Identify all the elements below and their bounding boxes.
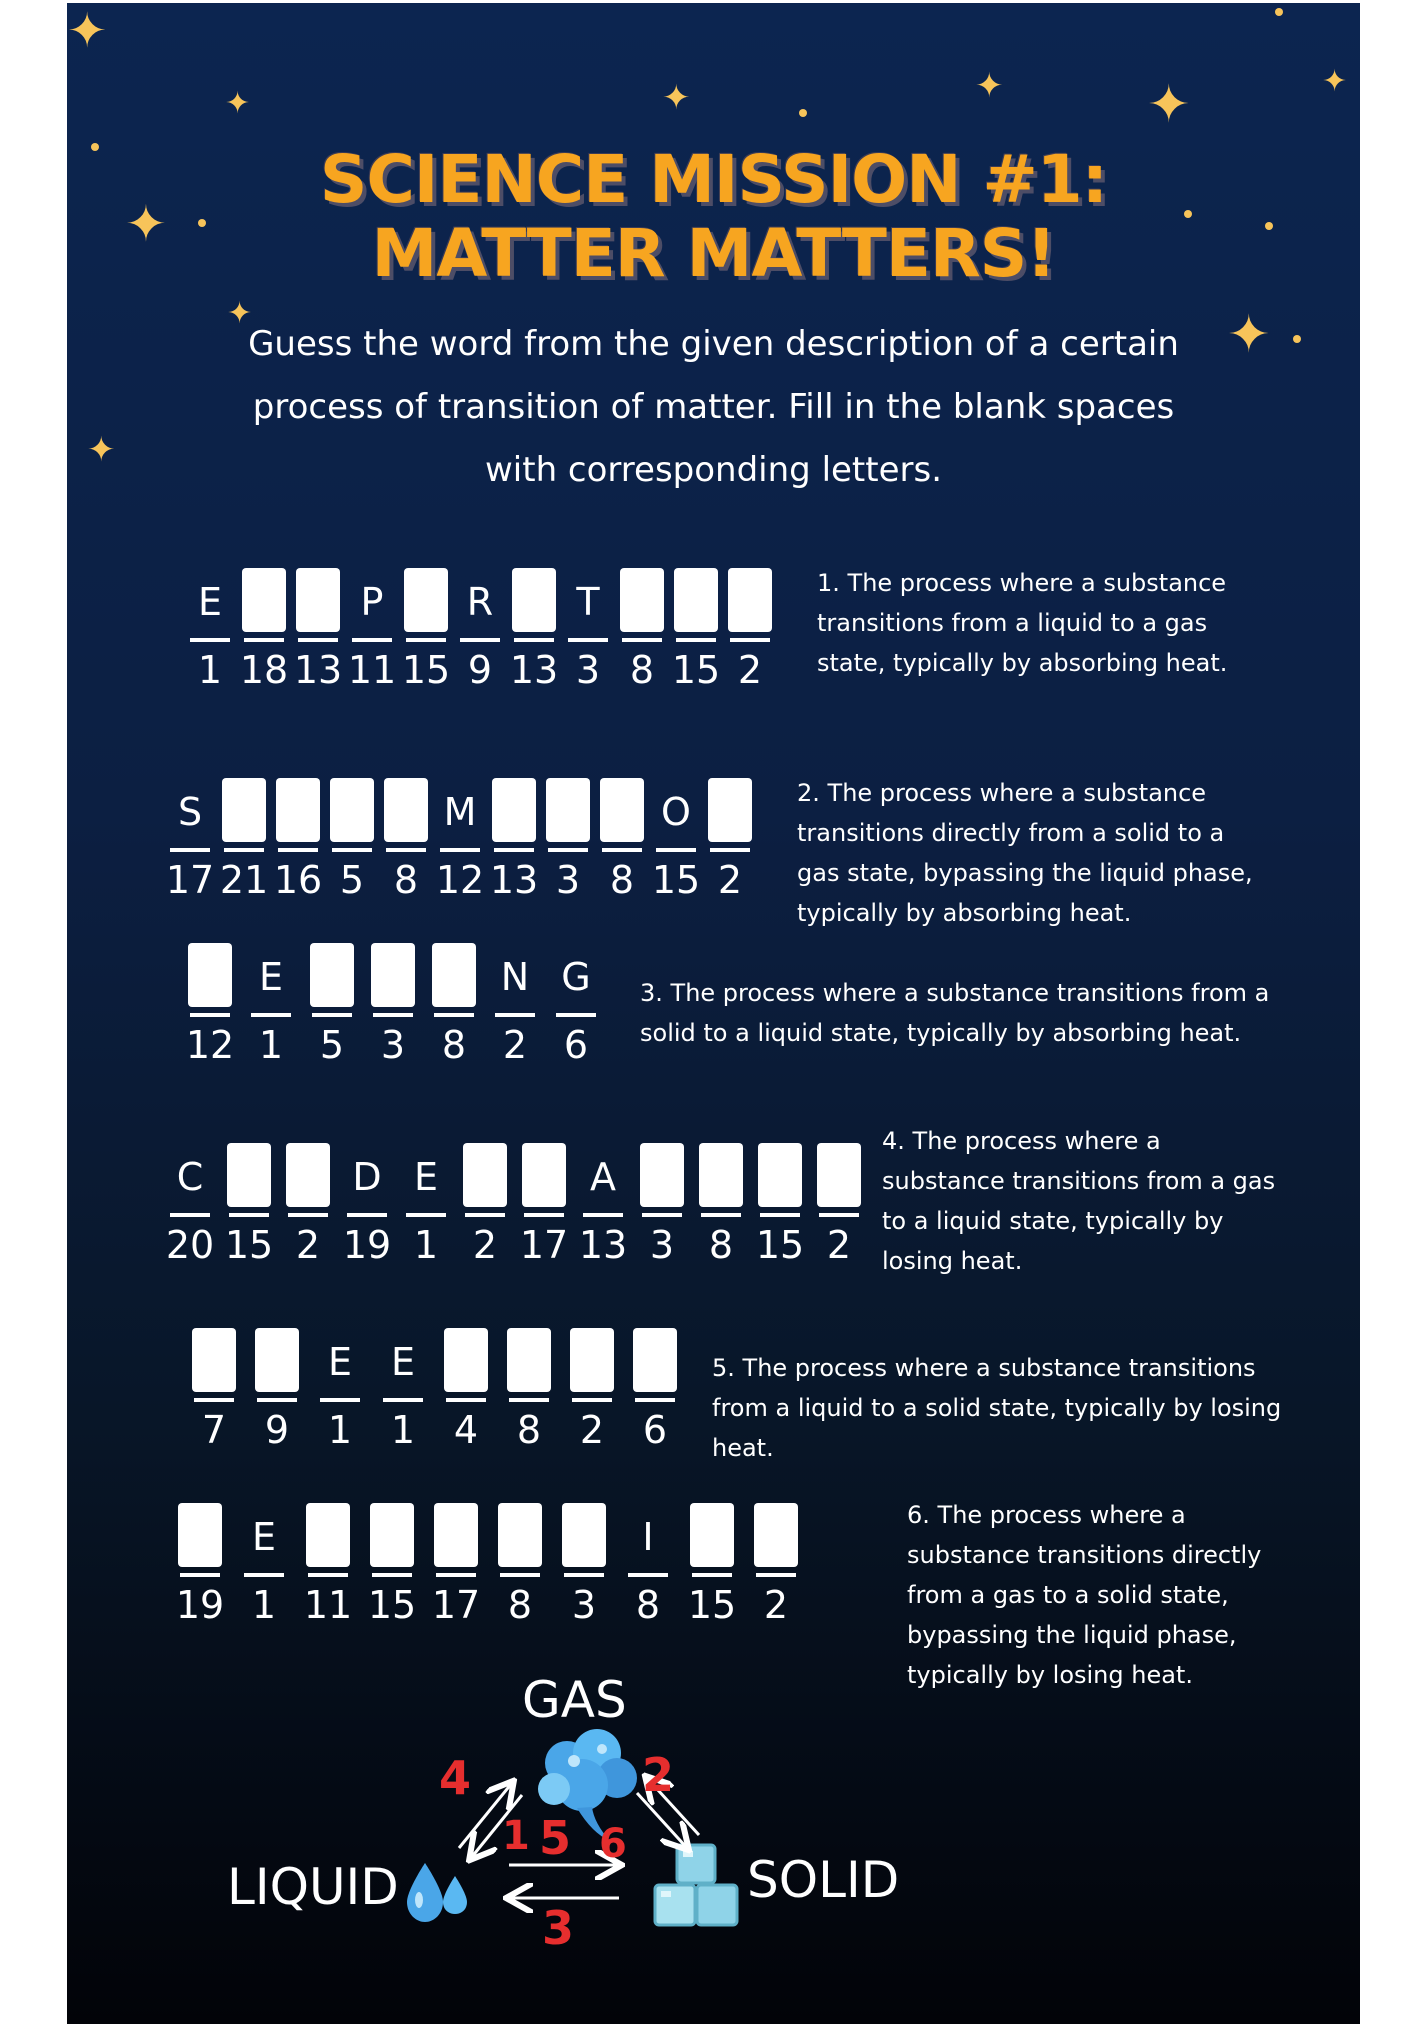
cell-number: 8 <box>507 1583 533 1627</box>
cell-number: 3 <box>571 1583 597 1627</box>
cell-number: 15 <box>755 1223 805 1267</box>
puzzle-3-description: 3. The process where a substance transitions from a solid to a liquid state, typically by absorbing heat. <box>640 979 1270 1047</box>
cell-number: 1 <box>197 648 223 692</box>
cell-number: 2 <box>295 1223 321 1267</box>
puzzle-2-description: 2. The process where a substance transitions directly from a solid to a gas state, bypassing the liquid phase, typically by absorbing heat. <box>797 779 1253 927</box>
cell-number: 16 <box>273 858 323 902</box>
cell-number: 7 <box>201 1408 227 1452</box>
instructions-line-3: with corresponding letters. <box>484 450 943 490</box>
cell-number: 8 <box>708 1223 734 1267</box>
cell-number: 8 <box>609 858 635 902</box>
given-letter: E <box>390 1340 415 1384</box>
cell-number: 3 <box>575 648 601 692</box>
given-letter: E <box>251 1515 276 1559</box>
cell-number: 3 <box>380 1023 406 1067</box>
cell-number: 2 <box>763 1583 789 1627</box>
arrow-number-4: 4 <box>439 1751 472 1805</box>
cell-number: 15 <box>367 1583 417 1627</box>
instructions-line-1: Guess the word from the given description of a certain <box>248 324 1179 364</box>
cell-number: 15 <box>687 1583 737 1627</box>
star-icon: ✦ <box>125 195 167 253</box>
cell-number: 21 <box>219 858 269 902</box>
cell-number: 1 <box>413 1223 439 1267</box>
star-icon: ✦ <box>225 86 251 121</box>
cell-number: 2 <box>717 858 743 902</box>
cell-number: 3 <box>649 1223 675 1267</box>
given-letter: A <box>590 1155 616 1199</box>
puzzle-4-description: 4. The process where a substance transitions from a gas to a liquid state, typically by losing heat. <box>882 1127 1276 1275</box>
given-letter: C <box>176 1155 204 1199</box>
given-letter: R <box>466 580 494 624</box>
puzzle-1-description: 1. The process where a substance transitions from a liquid to a gas state, typically by absorbing heat. <box>817 569 1228 677</box>
transition-arrows <box>67 3 1360 2024</box>
cell-number: 13 <box>489 858 539 902</box>
cell-number: 13 <box>293 648 343 692</box>
cell-number: 8 <box>635 1583 661 1627</box>
cell-number: 13 <box>578 1223 628 1267</box>
cell-number: 12 <box>435 858 485 902</box>
given-letter: I <box>642 1515 654 1559</box>
arrow-number-6: 6 <box>599 1821 627 1867</box>
given-letter: D <box>352 1155 382 1199</box>
star-icon: ✦ <box>1147 75 1191 135</box>
star-icon: ✦ <box>227 296 253 331</box>
cell-number: 2 <box>737 648 763 692</box>
cell-number: 9 <box>264 1408 290 1452</box>
star-icon: ✦ <box>662 78 691 118</box>
cell-number: 1 <box>327 1408 353 1452</box>
cell-number: 8 <box>629 648 655 692</box>
cell-number: 17 <box>519 1223 569 1267</box>
cell-number: 15 <box>651 858 701 902</box>
cell-number: 11 <box>303 1583 353 1627</box>
star-icon: ✦ <box>87 430 116 470</box>
cell-number: 4 <box>453 1408 479 1452</box>
cell-number: 12 <box>185 1023 235 1067</box>
cell-number: 6 <box>563 1023 589 1067</box>
puzzle-5-description: 5. The process where a substance transitions from a liquid to a solid state, typically by losing heat. <box>712 1354 1282 1462</box>
instructions-line-2: process of transition of matter. Fill in the blank spaces <box>252 387 1175 427</box>
cell-number: 20 <box>165 1223 215 1267</box>
cell-number: 19 <box>342 1223 392 1267</box>
given-letter: T <box>576 580 600 624</box>
cell-number: 8 <box>393 858 419 902</box>
liquid-label: LIQUID <box>227 1858 399 1916</box>
cell-number: 15 <box>671 648 721 692</box>
arrow-number-1: 1 <box>502 1813 530 1859</box>
cell-number: 8 <box>516 1408 542 1452</box>
cell-number: 18 <box>239 648 289 692</box>
arrow-number-2: 2 <box>642 1748 675 1802</box>
solid-label: SOLID <box>747 1851 900 1909</box>
given-letter: E <box>413 1155 438 1199</box>
arrow-number-5: 5 <box>539 1811 572 1865</box>
cell-number: 2 <box>472 1223 498 1267</box>
given-letter: E <box>197 580 222 624</box>
cell-number: 5 <box>339 858 365 902</box>
cell-number: 17 <box>431 1583 481 1627</box>
given-letter: M <box>443 790 477 834</box>
given-letter: G <box>561 955 591 999</box>
given-letter: P <box>360 580 384 624</box>
star-icon: ✦ <box>1227 305 1271 365</box>
cell-number: 17 <box>165 858 215 902</box>
given-letter: N <box>500 955 530 999</box>
star-icon: ✦ <box>67 3 108 59</box>
given-letter: S <box>177 790 203 834</box>
cell-number: 1 <box>390 1408 416 1452</box>
gas-label: GAS <box>522 1671 627 1729</box>
cell-number: 2 <box>826 1223 852 1267</box>
cell-number: 2 <box>502 1023 528 1067</box>
cell-number: 2 <box>579 1408 605 1452</box>
cell-number: 13 <box>509 648 559 692</box>
cell-number: 1 <box>251 1583 277 1627</box>
arrow-number-3: 3 <box>542 1901 575 1955</box>
title-line-1: SCIENCE MISSION #1: <box>319 141 1108 218</box>
cell-number: 11 <box>347 648 397 692</box>
cell-number: 19 <box>175 1583 225 1627</box>
cell-number: 8 <box>441 1023 467 1067</box>
star-icon: ✦ <box>975 66 1004 106</box>
cell-number: 9 <box>467 648 493 692</box>
poster <box>67 3 1360 2024</box>
star-icon: ✦ <box>1322 64 1348 99</box>
cell-number: 15 <box>224 1223 274 1267</box>
cell-number: 5 <box>319 1023 345 1067</box>
cell-number: 3 <box>555 858 581 902</box>
title-line-2: MATTER MATTERS! <box>371 215 1056 292</box>
puzzle-6-description: 6. The process where a substance transitions directly from a gas to a solid state, bypassing the liquid phase, typically by losing heat. <box>907 1501 1262 1689</box>
given-letter: E <box>327 1340 352 1384</box>
cell-number: 6 <box>642 1408 668 1452</box>
cell-number: 1 <box>258 1023 284 1067</box>
given-letter: O <box>661 790 691 834</box>
given-letter: E <box>258 955 283 999</box>
cell-number: 15 <box>401 648 451 692</box>
